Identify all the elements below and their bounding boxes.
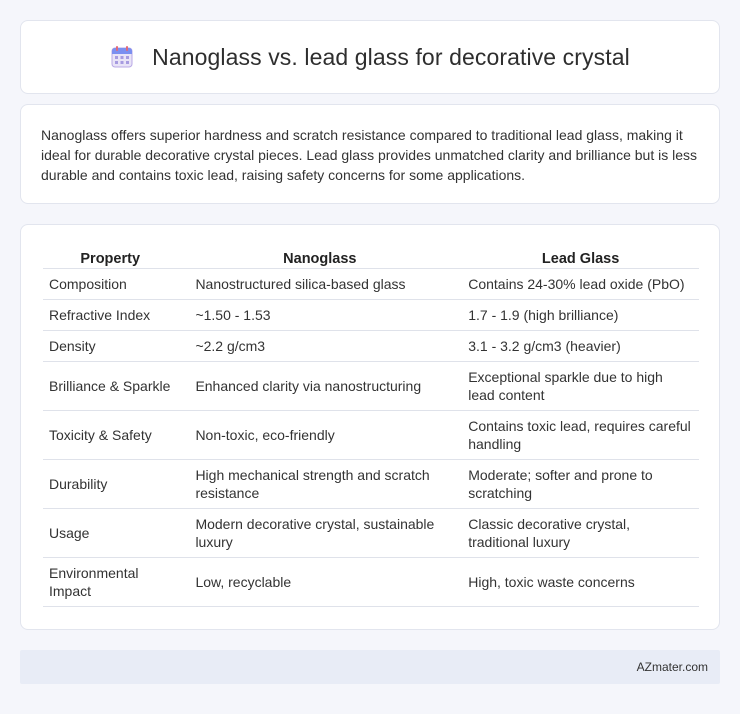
nanoglass-cell: Non-toxic, eco-friendly	[189, 411, 450, 460]
nanoglass-cell: High mechanical strength and scratch resistance	[189, 460, 450, 509]
table-row	[43, 331, 699, 362]
footer-bar	[20, 650, 720, 684]
header-nanoglass: Nanoglass	[189, 245, 450, 269]
property-cell: Refractive Index	[43, 300, 177, 331]
property-cell: Environmental Impact	[43, 558, 177, 607]
lead-glass-cell: Contains toxic lead, requires careful handling	[462, 411, 699, 460]
lead-glass-cell: Classic decorative crystal, traditional luxury	[462, 509, 699, 558]
table-header-row	[43, 245, 699, 269]
table-row	[43, 362, 699, 411]
title-wrap	[110, 44, 630, 71]
summary-text: Nanoglass offers superior hardness and scratch resistance compared to traditional lead glass, making it ideal for durable decorative crystal pieces. Lead glass provides unmatched clarity and brilliance but is less durable and contains toxic lead, raising safety concerns for some applications.	[41, 127, 698, 183]
header-lead-glass: Lead Glass	[462, 245, 699, 269]
property-cell: Usage	[43, 509, 177, 558]
table-row	[43, 411, 699, 460]
lead-glass-cell: Exceptional sparkle due to high lead content	[462, 362, 699, 411]
table-row	[43, 509, 699, 558]
lead-glass-cell: 3.1 - 3.2 g/cm3 (heavier)	[462, 331, 699, 362]
footer-brand: AZmater.com	[636, 660, 708, 674]
table-row	[43, 300, 699, 331]
property-cell: Composition	[43, 269, 177, 300]
property-cell: Durability	[43, 460, 177, 509]
title-card	[20, 20, 720, 94]
nanoglass-cell: Enhanced clarity via nanostructuring	[189, 362, 450, 411]
nanoglass-cell: ~2.2 g/cm3	[189, 331, 450, 362]
summary-card	[20, 104, 720, 204]
table-row	[43, 460, 699, 509]
property-cell: Density	[43, 331, 177, 362]
nanoglass-cell: Low, recyclable	[189, 558, 450, 607]
nanoglass-cell: ~1.50 - 1.53	[189, 300, 450, 331]
calendar-icon	[110, 45, 134, 69]
page-title: Nanoglass vs. lead glass for decorative crystal	[152, 43, 630, 70]
property-cell: Toxicity & Safety	[43, 411, 177, 460]
comparison-table	[43, 245, 699, 607]
nanoglass-cell: Modern decorative crystal, sustainable luxury	[189, 509, 450, 558]
nanoglass-cell: Nanostructured silica-based glass	[189, 269, 450, 300]
comparison-card	[20, 224, 720, 630]
lead-glass-cell: High, toxic waste concerns	[462, 558, 699, 607]
lead-glass-cell: 1.7 - 1.9 (high brilliance)	[462, 300, 699, 331]
lead-glass-cell: Moderate; softer and prone to scratching	[462, 460, 699, 509]
lead-glass-cell: Contains 24-30% lead oxide (PbO)	[462, 269, 699, 300]
header-property: Property	[43, 245, 177, 269]
property-cell: Brilliance & Sparkle	[43, 362, 177, 411]
table-row	[43, 558, 699, 607]
table-row	[43, 269, 699, 300]
